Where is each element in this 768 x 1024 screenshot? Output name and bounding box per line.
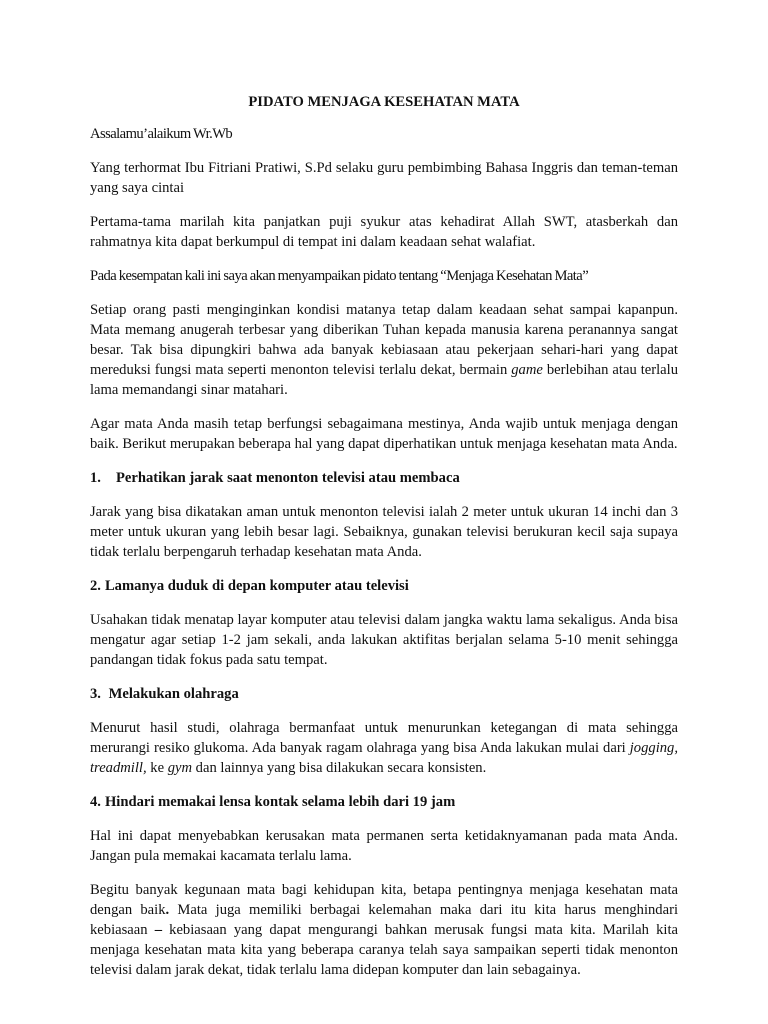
section-3-body-before: Menurut hasil studi, olahraga bermanfaat untuk menurunkan ketegangan di mata sehingga merurangi resiko glukoma. Ada banyak ragam olahraga yang bisa Anda lakukan mulai dari [90, 720, 678, 756]
closing-part-2: Mata juga memiliki berbagai kelemahan maka dari itu kita harus menghindari kebiasaan [90, 902, 678, 938]
section-4-body: Hal ini dapat menyebabkan kerusakan mata permanen serta ketidaknyamanan pada mata Anda. Jangan pula memakai kacamata terlalu lama. [90, 828, 678, 864]
opening-paragraph: Pertama-tama marilah kita panjatkan puji syukur atas kehadirat Allah SWT, atasberkah dan rahmatnya kita dapat berkumpul di tempat ini dalam keadaan sehat walafiat. [90, 214, 678, 250]
section-2-heading-text: Lamanya duduk di depan komputer atau televisi [104, 578, 409, 594]
intro-text-before: Setiap orang pasti menginginkan kondisi matanya tetap dalam keadaan sehat sampai kapanpun. Mata memang anugerah terbesar yang diberikan Tuhan kepada manusia karena peranannya sangat besar. Tak bisa dipungkiri bahwa ada banyak kebiasaan atau pekerjaan sehari-hari yang dapat mereduksi fungsi mata seperti menonton televisi terlalu dekat, bermain [90, 302, 678, 378]
intro-text-after: berlebihan atau terlalu lama memandangi sinar matahari. [90, 362, 678, 398]
section-3-body [90, 718, 678, 778]
section-3-italic-gym: gym [167, 760, 193, 776]
address-paragraph: Yang terhormat Ibu Fitriani Pratiwi, S.Pd selaku guru pembimbing Bahasa Inggris dan teman-teman yang saya cintai [90, 160, 678, 196]
section-1-heading-text: Perhatikan jarak saat menonton televisi atau membaca [116, 470, 460, 486]
intro-paragraph [90, 300, 678, 400]
closing-bold-dot: . [165, 902, 170, 918]
section-3-heading [90, 684, 678, 704]
topic-paragraph: Pada kesempatan kali ini saya akan menyampaikan pidato tentang “Menjaga Kesehatan Mata” [90, 268, 589, 284]
closing-part-1: Begitu banyak kegunaan mata bagi kehidupan kita, betapa pentingnya menjaga kesehatan mata dengan baik [90, 882, 678, 918]
section-1-heading [90, 468, 678, 488]
section-3-italic-activities: jogging, treadmill, [90, 740, 678, 776]
section-2-number: 2. [90, 578, 101, 594]
document-page [90, 92, 678, 994]
section-1-number: 1. [90, 470, 101, 486]
section-4-heading-text: Hindari memakai lensa kontak selama lebih dari 19 jam [104, 794, 456, 810]
section-3-body-middle: ke [146, 760, 168, 776]
intro-italic-game: game [511, 362, 543, 378]
transition-paragraph: Agar mata Anda masih tetap berfungsi sebagaimana mestinya, Anda wajib untuk menjaga dengan baik. Berikut merupakan beberapa hal yang dapat diperhatikan untuk menjaga kesehatan mata Anda. [90, 416, 678, 452]
section-3-number: 3. [90, 686, 101, 702]
section-2-heading [90, 576, 678, 596]
document-title: PIDATO MENJAGA KESEHATAN MATA [248, 94, 520, 110]
section-2-body: Usahakan tidak menatap layar komputer atau televisi dalam jangka waktu lama sekaligus. Anda bisa mengatur agar setiap 1-2 jam sekali, anda lakukan aktifitas berjalan selama 5-10 menit sehingga pandangan tidak fokus pada satu tempat. [90, 612, 678, 668]
section-3-heading-text: Melakukan olahraga [108, 686, 239, 702]
section-1-body: Jarak yang bisa dikatakan aman untuk menonton televisi ialah 2 meter untuk ukuran 14 inchi dan 3 meter untuk ukuran yang lebih besar lagi. Sebaiknya, gunakan televisi berukuran kecil saja supaya tidak terlalu berpengaruh terhadap kesehatan mata Anda. [90, 504, 678, 560]
closing-part-3: kebiasaan yang dapat mengurangi bahkan merusak fungsi mata kita. Marilah kita menjaga kesehatan mata kita yang beberapa caranya telah saya sampaikan seperti tidak menonton televisi dalam jarak dekat, tidak terlalu lama didepan komputer dan lain sebagainya. [90, 922, 678, 978]
section-4-number: 4. [90, 794, 101, 810]
section-3-body-after: dan lainnya yang bisa dilakukan secara konsisten. [192, 760, 487, 776]
closing-paragraph [90, 880, 678, 980]
closing-bold-dash: – [154, 922, 162, 938]
greeting: Assalamu’alaikum Wr.Wb [90, 126, 233, 142]
section-4-heading [90, 792, 678, 812]
